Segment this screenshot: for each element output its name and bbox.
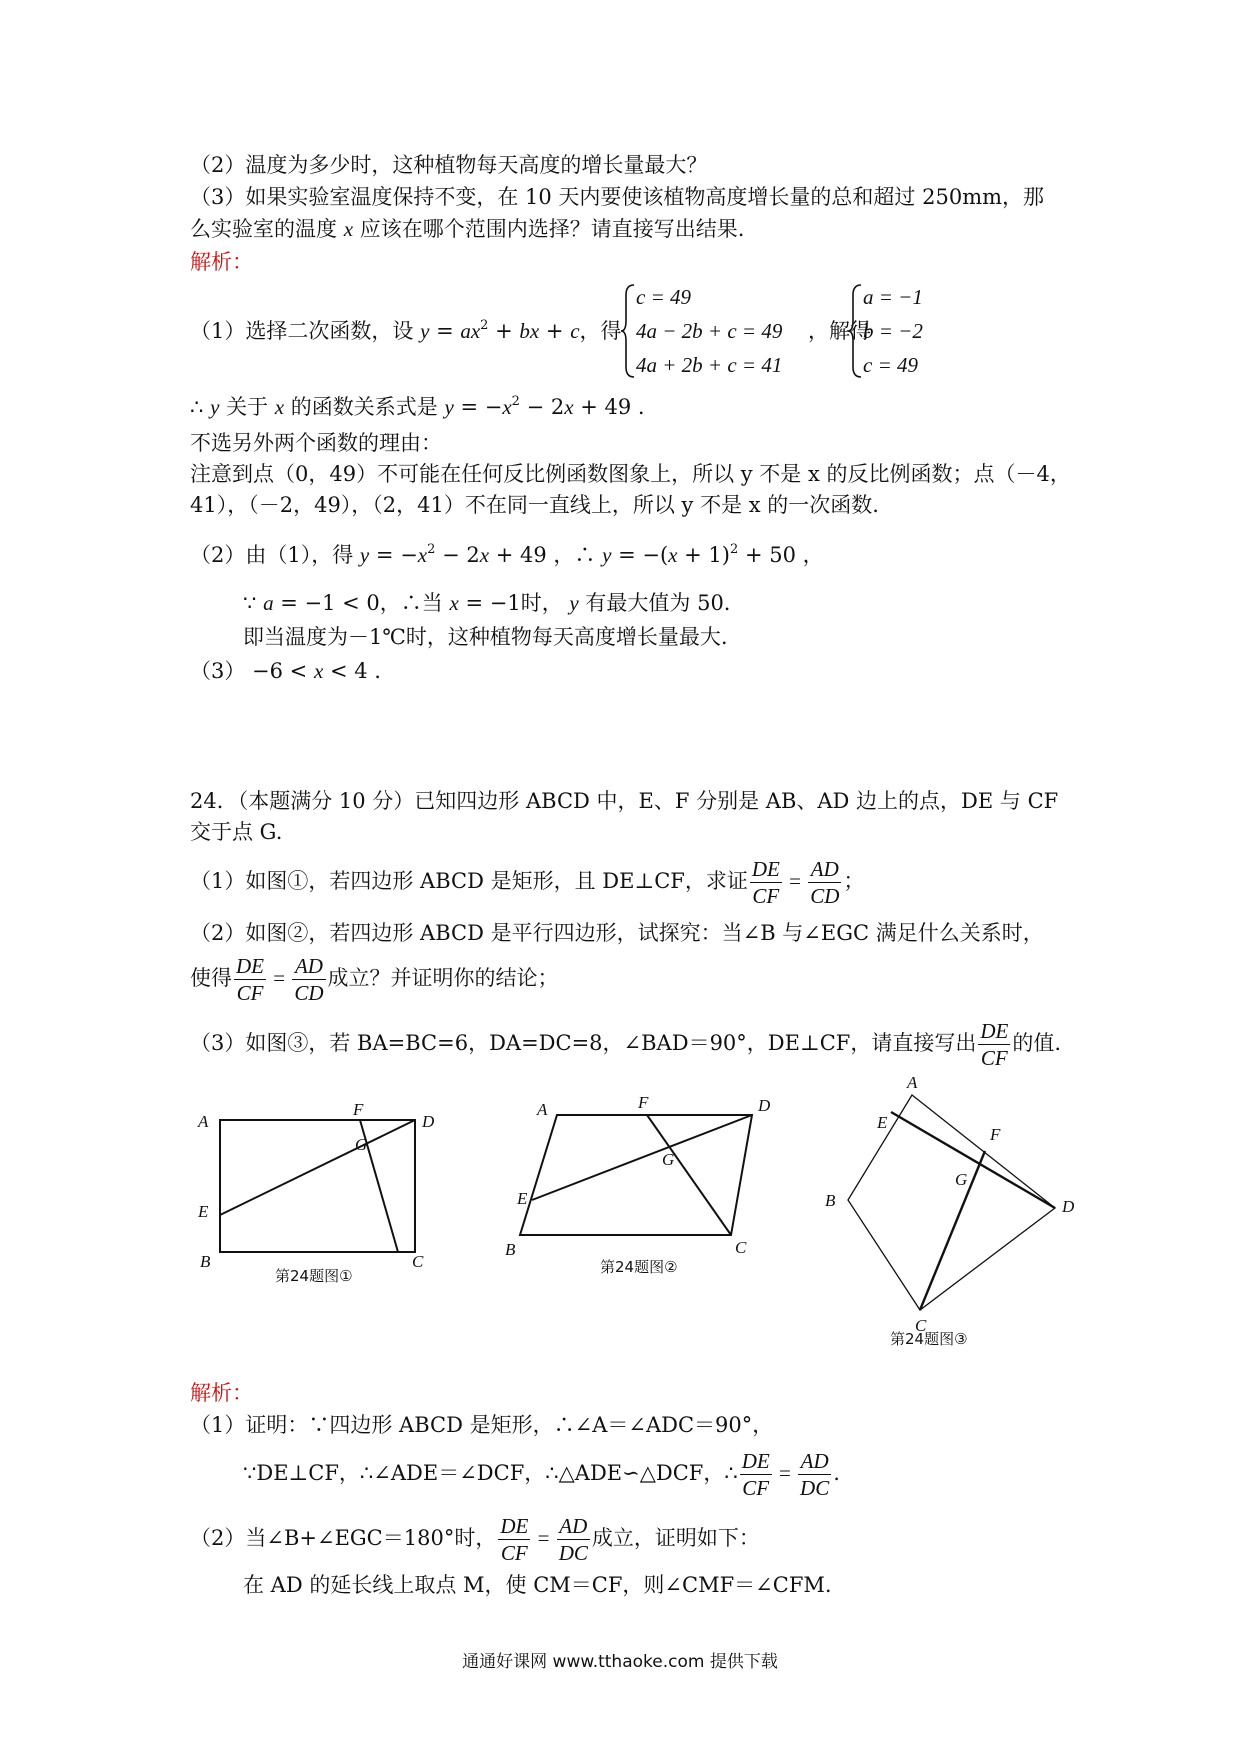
fig3-label-d: D (1062, 1197, 1075, 1216)
equation-system-1: c = 49 4a − 2b + c = 49 4a + 2b + c = 41 (636, 285, 783, 377)
q23-function-conclusion: ∴ y 关于 x 的函数关系式是 $y = -x^2 - 2x + 49$ . (190, 394, 645, 419)
q24-heading-line2: 交于点 G. (190, 820, 283, 844)
fig1-label-f: F (353, 1100, 364, 1119)
fig2-label-f: F (638, 1093, 649, 1112)
page-footer: 通通好课网 www.tthaoke.com 提供下载 (462, 1652, 778, 1672)
fig2-label-d: D (758, 1096, 771, 1115)
q23-reason-line1: 注意到点（0，49）不可能在任何反比例函数图象上，所以 y 不是 x 的反比例函数；点（－4， (190, 462, 1071, 486)
system-brace-2 (847, 283, 863, 379)
q23-analysis-heading: 解析： (190, 250, 253, 274)
q24-part2-line2: 使得 $\frac{DE}{CF}$ = $\frac{AD}{CD}$ 成立？并证明你的结论； (190, 954, 559, 1005)
fig1-label-g: G (355, 1135, 368, 1154)
q23-part3-line2: 么实验室的温度 x 应该在哪个范围内选择？请直接写出结果. (190, 217, 745, 241)
fig2-label-b: B (505, 1240, 516, 1259)
q23-solution2-line2: ∵ a = −1 < 0，∴当 x = −1时， y 有最大值为 50. (243, 591, 731, 615)
q23-reason-line2: 41），（－2，49），（2，41）不在同一直线上，所以 y 不是 x 的一次函数. (190, 493, 879, 517)
fig2-label-g: G (662, 1150, 675, 1169)
q24-answer2-line1: （2）当∠B+∠EGC＝180°时， $\frac{DE}{CF}$ = $\frac{AD}{DC}$ 成立，证明如下： (190, 1514, 760, 1565)
q23-solution1-intro: （1）选择二次函数，设 $y = ax^2$ + bx + c，得 (190, 318, 622, 343)
q24-part2-line1: （2）如图②，若四边形 ABCD 是平行四边形，试探究：当∠B 与∠EGC 满足什么关系时， (190, 921, 1044, 945)
q23-solution2-line3: 即当温度为－1℃时，这种植物每天高度增长量最大. (243, 625, 728, 649)
system-brace-1 (620, 283, 636, 379)
figure-2-parallelogram (495, 1088, 785, 1268)
q24-answer2-line2: 在 AD 的延长线上取点 M，使 CM＝CF，则∠CMF＝∠CFM. (243, 1573, 832, 1597)
q23-part3-line1: （3）如果实验室温度保持不变，在 10 天内要使该植物高度增长量的总和超过 250mm，那 (190, 185, 1045, 209)
q24-answer1-line1: （1）证明：∵四边形 ABCD 是矩形，∴∠A＝∠ADC＝90°， (190, 1413, 774, 1437)
fig3-label-b: B (825, 1191, 836, 1210)
figure-1-rectangle (190, 1090, 450, 1270)
fig1-label-e: E (198, 1202, 209, 1221)
fig2-label-a: A (537, 1100, 548, 1119)
q23-solution2-line1: （2）由（1），得 $y = -x^2 - 2x + 49$ ，∴ $y = -(x + 1)^2 + 50$ ， (190, 542, 824, 567)
fig2-label-e: E (517, 1189, 528, 1208)
q24-analysis-heading: 解析： (190, 1381, 253, 1405)
fig1-label-d: D (422, 1112, 435, 1131)
q24-part3: （3）如图③，若 BA=BC=6，DA=DC=8，∠BAD＝90°，DE⊥CF，请直接写出 $\frac{DE}{CF}$ 的值. (190, 1019, 1062, 1070)
q23-part2: （2）温度为多少时，这种植物每天高度的增长量最大？ (190, 153, 708, 177)
fig2-label-c: C (735, 1238, 747, 1257)
q23-solve-word: ，解得 (808, 319, 871, 343)
figure-3-caption: 第24题图③ (890, 1330, 968, 1348)
q23-reason-title: 不选另外两个函数的理由： (190, 431, 442, 455)
fig3-label-f: F (990, 1125, 1001, 1144)
fig3-label-g: G (955, 1170, 968, 1189)
figure-1-caption: 第24题图① (275, 1267, 353, 1285)
q24-heading-line1: 24．（本题满分 10 分）已知四边形 ABCD 中，E、F 分别是 AB、AD 边上的点，DE 与 CF (190, 789, 1059, 813)
fig1-label-a: A (198, 1112, 209, 1131)
q24-answer1-line2: ∵DE⊥CF，∴∠ADE＝∠DCF，∴△ADE∽△DCF，∴ $\frac{DE}{CF}$ = $\frac{AD}{DC}$ . (243, 1449, 840, 1500)
fig3-label-e: E (877, 1113, 888, 1132)
equation-system-2: a = −1 b = −2 c = 49 (863, 285, 923, 377)
fig1-label-b: B (200, 1252, 211, 1270)
fig1-label-c: C (412, 1252, 424, 1270)
q23-solution3: （3） −6 < x < 4 . (190, 659, 381, 683)
figure-2-caption: 第24题图② (600, 1258, 678, 1276)
fig3-label-a: A (907, 1073, 918, 1092)
figure-3-kite (815, 1068, 1085, 1338)
fig3-label-c: C (915, 1316, 927, 1335)
q24-part1: （1）如图①，若四边形 ABCD 是矩形，且 DE⊥CF，求证 $\frac{DE}{CF}$ = $\frac{AD}{CD}$ ； (190, 857, 865, 908)
